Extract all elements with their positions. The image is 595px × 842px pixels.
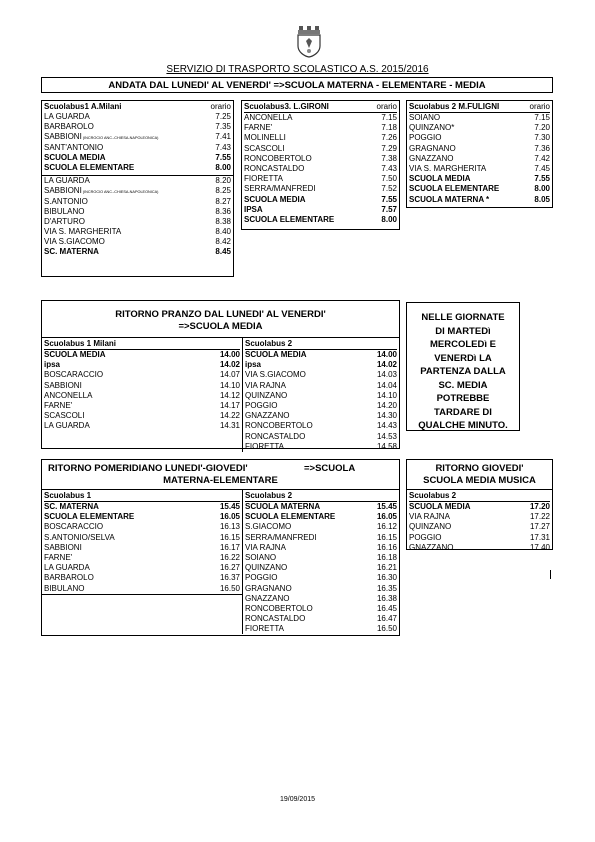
- notice-line: VENERDì LA: [434, 352, 492, 364]
- stop-name: FARNE': [244, 123, 273, 133]
- stop-row: [44, 411, 240, 421]
- stop-name: MOLINELLI: [244, 133, 286, 143]
- stop-row: [245, 563, 397, 573]
- giovedi-section: [406, 459, 553, 550]
- stop-row: [245, 553, 397, 563]
- stop-time: 7.50: [381, 174, 397, 184]
- pranzo-bus1-rows: [44, 350, 240, 432]
- stop-time: 8.00: [534, 184, 550, 194]
- stop-time: 7.15: [381, 113, 397, 122]
- stop-time: 7.42: [534, 153, 550, 163]
- stop-time: 8.36: [215, 206, 231, 216]
- stop-name: LA GUARDA: [44, 421, 90, 431]
- stop-name: SCUOLA ELEMENTARE: [245, 512, 336, 522]
- stop-name: SOIANO: [409, 113, 441, 122]
- stop-note: (INCROCIO ANC.-CHIESA-NAPOLEONICA): [81, 190, 159, 195]
- andata-bus3-table: [241, 100, 400, 230]
- stop-time: 7.30: [534, 133, 550, 143]
- stop-name: VIA S. MARGHERITA: [44, 227, 122, 237]
- stop-time: 17.40: [529, 542, 550, 552]
- orario-label: orario: [529, 102, 550, 111]
- giovedi-bus-rows: [409, 502, 550, 553]
- stop-row: [409, 195, 550, 205]
- stop-name: FARNE': [44, 552, 73, 562]
- stop-row: [44, 573, 240, 583]
- stop-name: S.GIACOMO: [245, 522, 292, 532]
- stop-time: 7.29: [381, 143, 397, 153]
- stop-time: 14.43: [376, 421, 397, 431]
- stop-row: [44, 350, 240, 360]
- stop-row: [245, 594, 397, 604]
- stop-time: 17.20: [529, 502, 550, 511]
- notice-line: NELLE GIORNATE: [421, 312, 505, 323]
- stop-time: 8.25: [215, 186, 231, 196]
- stop-time: 14.53: [376, 431, 397, 441]
- stop-row: [44, 227, 231, 237]
- stop-time: 7.41: [215, 132, 231, 142]
- stop-row: [409, 154, 550, 164]
- stop-row: [44, 543, 240, 553]
- stop-row: [44, 533, 240, 543]
- stop-name: SCUOLA MEDIA: [44, 350, 106, 359]
- stop-time: 14.10: [219, 380, 240, 390]
- stop-time: 8.42: [215, 237, 231, 247]
- stop-name: VIA S. MARGHERITA: [409, 163, 487, 173]
- stop-time: 8.00: [215, 162, 231, 172]
- stop-name: BARBAROLO: [44, 122, 94, 132]
- pomeridiano-bus2-name: Scuolabus 2: [245, 491, 293, 500]
- stop-name: SABBIONI: [44, 542, 82, 552]
- pomeridiano-bus1-rows: [44, 502, 240, 594]
- stop-time: 7.43: [381, 163, 397, 173]
- stop-time: 16.27: [219, 563, 240, 573]
- stop-name: QUINZANO*: [409, 123, 455, 133]
- stop-time: 16.05: [376, 512, 397, 522]
- stop-name: SCUOLA MATERNA *: [409, 194, 490, 204]
- stop-name: ipsa: [44, 360, 61, 370]
- stop-row: [44, 360, 240, 370]
- stop-name: SC. MATERNA: [44, 247, 99, 257]
- stop-row: [44, 143, 231, 153]
- stop-time: 15.45: [376, 502, 397, 511]
- stop-row: [44, 401, 240, 411]
- stop-row: [409, 123, 550, 133]
- stop-row: [244, 113, 397, 123]
- stop-name: LA GUARDA: [44, 563, 90, 573]
- stop-time: 8.00: [381, 214, 397, 224]
- stop-name: POGGIO: [245, 573, 278, 583]
- bus1-morning-group2: [44, 176, 231, 258]
- stop-time: 15.45: [219, 502, 240, 511]
- pranzo-bus1-name: Scuolabus 1 Milani: [44, 339, 117, 348]
- stop-row: [244, 154, 397, 164]
- stop-name: S.ANTONIO/SELVA: [44, 532, 115, 542]
- stop-time: 17.31: [529, 532, 550, 542]
- stop-row: [244, 215, 397, 225]
- stop-row: [245, 391, 397, 401]
- stop-name: RONCASTALDO: [245, 614, 306, 624]
- stop-name: GRAGNANO: [245, 583, 292, 593]
- stop-time: 17.22: [529, 512, 550, 522]
- stop-row: [409, 502, 550, 512]
- stop-time: 14.00: [376, 350, 397, 359]
- stop-name: VIA RAJNA: [245, 542, 286, 552]
- stop-name: SABBIONI: [44, 380, 82, 390]
- stop-time: 16.45: [376, 603, 397, 613]
- stop-name: QUINZANO: [245, 390, 288, 400]
- stop-row: [44, 186, 231, 196]
- stop-time: 7.36: [534, 143, 550, 153]
- stop-row: [409, 543, 550, 553]
- stop-name: GNAZZANO: [245, 593, 290, 603]
- stop-row: [245, 411, 397, 421]
- stop-name: IPSA: [244, 204, 263, 214]
- stop-name: BOSCARACCIO: [44, 370, 104, 380]
- stop-name: SCUOLA MEDIA: [44, 152, 106, 162]
- stop-row: [44, 522, 240, 532]
- stop-row: [245, 584, 397, 594]
- stop-name: FIORETTA: [245, 624, 284, 634]
- pomeridiano-title-line1: RITORNO POMERIDIANO LUNEDI'-GIOVEDI': [48, 463, 248, 474]
- bus1-morning-group1: [44, 112, 231, 173]
- stop-name: RONCOBERTOLO: [245, 421, 313, 431]
- stop-row: [244, 174, 397, 184]
- stop-time: 8.45: [215, 247, 231, 257]
- stop-time: 7.18: [381, 123, 397, 133]
- stop-name: QUINZANO: [409, 522, 452, 532]
- stop-name: SABBIONI: [44, 132, 82, 142]
- bus2-rows: [409, 113, 550, 205]
- stop-time: 16.18: [376, 552, 397, 562]
- stop-name: SCUOLA ELEMENTARE: [44, 162, 135, 172]
- andata-bus2-table: [406, 100, 553, 208]
- municipal-crest-icon: [296, 26, 322, 58]
- stop-name: RONCOBERTOLO: [244, 153, 312, 163]
- andata-bus1-table: [41, 100, 234, 277]
- stop-row: [409, 144, 550, 154]
- stop-row: [244, 133, 397, 143]
- stop-name: GNAZZANO: [245, 411, 290, 421]
- stop-row: [245, 502, 397, 512]
- pomeridiano-section: [41, 459, 400, 636]
- stop-row: [44, 584, 240, 594]
- stop-name: SERRA/MANFREDI: [245, 532, 317, 542]
- stop-name: SCUOLA ELEMENTARE: [409, 184, 500, 194]
- stop-row: [44, 553, 240, 563]
- stop-row: [44, 112, 231, 122]
- stop-name: SCASCOLI: [244, 143, 285, 153]
- andata-title: ANDATA DAL LUNEDI' AL VENERDI' =>SCUOLA MATERNA - ELEMENTARE - MEDIA: [108, 80, 486, 91]
- pranzo-title-line2: =>SCUOLA MEDIA: [178, 321, 263, 332]
- stop-row: [245, 432, 397, 442]
- stop-time: 16.12: [376, 522, 397, 532]
- andata-section: [41, 77, 553, 93]
- stop-time: 14.10: [376, 390, 397, 400]
- notice-line: SC. MEDIA: [438, 379, 488, 391]
- stop-name: RONCOBERTOLO: [245, 603, 313, 613]
- stop-time: 16.21: [376, 563, 397, 573]
- stop-row: [245, 360, 397, 370]
- stop-name: SCUOLA MEDIA: [245, 350, 307, 359]
- stop-time: 16.17: [219, 542, 240, 552]
- pranzo-bus2-rows: [245, 350, 397, 452]
- stop-row: [409, 522, 550, 532]
- stop-row: [44, 217, 231, 227]
- stop-row: [409, 533, 550, 543]
- stop-time: 7.43: [215, 142, 231, 152]
- stop-note: (INCROCIO ANC.-CHIESA-NAPOLEONICA): [81, 136, 159, 141]
- stop-row: [245, 543, 397, 553]
- stop-time: 16.47: [376, 614, 397, 624]
- stop-name: POGGIO: [409, 133, 442, 143]
- stop-row: [245, 522, 397, 532]
- stop-name: SCUOLA MEDIA: [244, 194, 306, 204]
- stop-time: 7.35: [215, 122, 231, 132]
- pranzo-section: [41, 300, 400, 449]
- stop-name: GRAGNANO: [409, 143, 456, 153]
- stop-name: BIBULANO: [44, 206, 85, 216]
- stop-row: [44, 197, 231, 207]
- notice-text: [407, 311, 519, 433]
- stop-time: 8.27: [215, 196, 231, 206]
- stop-name: GNAZZANO: [409, 542, 454, 552]
- stop-name: BARBAROLO: [44, 573, 94, 583]
- stop-time: 17.27: [529, 522, 550, 532]
- stop-name: BOSCARACCIO: [44, 522, 104, 532]
- stop-name: FIORETTA: [245, 441, 284, 451]
- stop-time: 16.16: [376, 542, 397, 552]
- stop-row: [245, 381, 397, 391]
- stop-row: [245, 421, 397, 431]
- stop-name: D'ARTURO: [44, 216, 85, 226]
- stop-time: 14.00: [219, 350, 240, 359]
- stop-row: [245, 604, 397, 614]
- notice-line: QUALCHE MINUTO.: [418, 420, 508, 431]
- stop-name: ANCONELLA: [244, 113, 293, 122]
- stop-time: 7.52: [381, 184, 397, 194]
- bus2-name: Scuolabus 2 M.FULIGNI: [409, 102, 500, 111]
- delay-notice: [406, 302, 520, 431]
- stop-name: VIA S.GIACOMO: [44, 237, 105, 247]
- stop-name: POGGIO: [245, 400, 278, 410]
- stop-row: [44, 207, 231, 217]
- notice-line: MERCOLEDì E: [430, 339, 496, 350]
- stop-time: 14.22: [219, 411, 240, 421]
- bus3-name: Scuolabus3. L.GIRONI: [244, 102, 329, 111]
- stop-row: [44, 153, 231, 163]
- stop-name: BIBULANO: [44, 583, 85, 593]
- giovedi-title-line1: RITORNO GIOVEDI': [435, 463, 524, 474]
- stop-time: 16.05: [219, 512, 240, 522]
- pomeridiano-bus2-rows: [245, 502, 397, 634]
- bus3-rows: [244, 113, 397, 225]
- stop-name: ANCONELLA: [44, 390, 93, 400]
- stop-row: [409, 133, 550, 143]
- stop-name: SCUOLA MEDIA: [409, 174, 471, 184]
- stop-time: 16.35: [376, 583, 397, 593]
- stop-name: VIA RAJNA: [245, 380, 286, 390]
- notice-line: POTREBBE: [436, 393, 490, 404]
- stop-name: RONCASTALDO: [244, 163, 305, 173]
- stop-time: 16.50: [376, 624, 397, 634]
- stop-time: 16.37: [219, 573, 240, 583]
- stop-name: SOIANO: [245, 552, 277, 562]
- stop-name: LA GUARDA: [44, 176, 90, 186]
- stop-name: GNAZZANO: [409, 153, 454, 163]
- stop-name: LA GUARDA: [44, 112, 90, 121]
- stop-time: 7.15: [534, 113, 550, 122]
- stop-row: [44, 237, 231, 247]
- stop-row: [44, 122, 231, 132]
- stop-row: [245, 512, 397, 522]
- stop-name: SCUOLA MATERNA: [245, 502, 321, 511]
- stop-time: 16.50: [219, 583, 240, 593]
- stray-mark: [550, 570, 551, 579]
- stop-row: [245, 370, 397, 380]
- stop-name: S.ANTONIO: [44, 196, 88, 206]
- stop-name: SCUOLA ELEMENTARE: [44, 512, 135, 522]
- stop-time: 8.20: [215, 176, 231, 186]
- stop-time: 16.22: [219, 552, 240, 562]
- stop-name: ipsa: [245, 360, 262, 370]
- stop-time: 8.05: [534, 194, 550, 204]
- stop-name: VIA RAJNA: [409, 512, 450, 522]
- stop-row: [409, 164, 550, 174]
- stop-name: SABBIONI: [44, 186, 82, 196]
- stop-row: [44, 391, 240, 401]
- giovedi-bus-name: Scuolabus 2: [409, 491, 457, 500]
- pomeridiano-title-line1b: =>SCUOLA: [304, 463, 356, 474]
- stop-time: 7.25: [215, 112, 231, 121]
- stop-name: POGGIO: [409, 532, 442, 542]
- stop-time: 14.04: [376, 380, 397, 390]
- stop-row: [44, 176, 231, 186]
- stop-time: 16.15: [376, 532, 397, 542]
- stop-time: 14.07: [219, 370, 240, 380]
- stop-row: [44, 381, 240, 391]
- stop-row: [245, 614, 397, 624]
- stop-name: SC. MATERNA: [44, 502, 99, 511]
- stop-time: 7.26: [381, 133, 397, 143]
- notice-line: DI MARTEDì: [435, 325, 491, 337]
- stop-row: [44, 563, 240, 573]
- stop-row: [44, 247, 231, 257]
- stop-time: 8.40: [215, 227, 231, 237]
- pranzo-title-line1: RITORNO PRANZO DAL LUNEDI' AL VENERDI': [115, 309, 326, 320]
- stop-name: VIA S.GIACOMO: [245, 370, 306, 380]
- stop-row: [409, 184, 550, 194]
- notice-line: TARDARE DI: [434, 406, 492, 418]
- stop-time: 7.38: [381, 153, 397, 163]
- stop-row: [409, 113, 550, 123]
- stop-row: [245, 624, 397, 634]
- stop-name: FARNE': [44, 400, 73, 410]
- document-title: SERVIZIO DI TRASPORTO SCOLASTICO A.S. 2015/2016: [166, 64, 429, 75]
- stop-row: [44, 512, 240, 522]
- stop-time: 7.55: [534, 174, 550, 184]
- stop-row: [409, 174, 550, 184]
- stop-row: [244, 144, 397, 154]
- stop-time: 7.45: [534, 163, 550, 173]
- stop-time: 16.38: [376, 593, 397, 603]
- stop-name: QUINZANO: [245, 563, 288, 573]
- stop-time: 14.31: [219, 421, 240, 431]
- stop-time: 16.15: [219, 532, 240, 542]
- stop-row: [244, 205, 397, 215]
- stop-row: [44, 370, 240, 380]
- bus1-name: Scuolabus1 A.Milani: [44, 102, 122, 111]
- stop-row: [244, 123, 397, 133]
- orario-label: orario: [210, 102, 231, 111]
- stop-name: SANT'ANTONIO: [44, 142, 104, 152]
- stop-name: RONCASTALDO: [245, 431, 306, 441]
- stop-name: SCUOLA MEDIA: [409, 502, 471, 511]
- notice-line: PARTENZA DALLA: [420, 366, 506, 377]
- stop-time: 16.13: [219, 522, 240, 532]
- stop-row: [244, 164, 397, 174]
- stop-row: [244, 184, 397, 194]
- stop-row: [44, 502, 240, 512]
- stop-time: 14.02: [219, 360, 240, 370]
- stop-time: 14.12: [219, 390, 240, 400]
- stop-row: [245, 533, 397, 543]
- giovedi-title-line2: SCUOLA MEDIA MUSICA: [423, 475, 536, 486]
- stop-name: SCUOLA ELEMENTARE: [244, 214, 335, 224]
- stop-time: 7.57: [381, 204, 397, 214]
- stop-time: 14.17: [219, 400, 240, 410]
- footer-date: 19/09/2015: [279, 796, 316, 803]
- stop-row: [44, 132, 231, 142]
- stop-time: 7.55: [215, 152, 231, 162]
- pomeridiano-title-line2: MATERNA-ELEMENTARE: [163, 475, 278, 486]
- stop-row: [245, 442, 397, 452]
- stop-time: 7.55: [381, 194, 397, 204]
- stop-time: 14.03: [376, 370, 397, 380]
- stop-time: 14.30: [376, 411, 397, 421]
- stop-name: FIORETTA: [244, 174, 283, 184]
- stop-row: [245, 350, 397, 360]
- pranzo-bus2-name: Scuolabus 2: [245, 339, 293, 348]
- stop-time: 16.30: [376, 573, 397, 583]
- stop-row: [44, 163, 231, 173]
- stop-row: [409, 512, 550, 522]
- orario-label: orario: [376, 102, 397, 111]
- stop-row: [44, 421, 240, 431]
- stop-time: 7.20: [534, 123, 550, 133]
- stop-row: [244, 195, 397, 205]
- stop-row: [245, 573, 397, 583]
- stop-row: [245, 401, 397, 411]
- stop-name: SERRA/MANFREDI: [244, 184, 316, 194]
- stop-name: SCASCOLI: [44, 411, 85, 421]
- stop-time: 8.38: [215, 216, 231, 226]
- stop-time: 14.58: [376, 441, 397, 451]
- stop-time: 14.20: [376, 400, 397, 410]
- stop-time: 14.02: [376, 360, 397, 370]
- pomeridiano-bus1-name: Scuolabus 1: [44, 491, 92, 500]
